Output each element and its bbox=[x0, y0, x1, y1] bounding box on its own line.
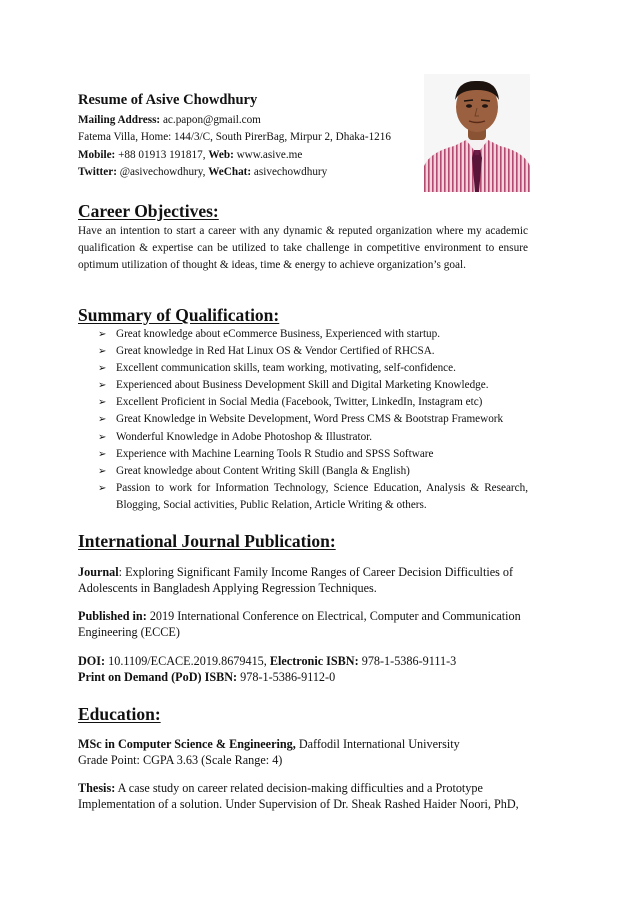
arrow-bullet-icon: ➢ bbox=[98, 465, 107, 477]
list-item: ➢ Great knowledge about eCommerce Business, Experienced with startup. bbox=[98, 326, 528, 343]
thesis-label: Thesis: bbox=[78, 781, 116, 795]
arrow-bullet-icon: ➢ bbox=[98, 431, 107, 443]
twitter-label: Twitter: bbox=[78, 165, 117, 178]
journal-text: : Exploring Significant Family Income Ranges of Career Decision Difficulties of Adolescents in Bangladesh Applying Regression Techniques. bbox=[78, 565, 514, 595]
career-objectives-heading: Career Objectives: bbox=[78, 201, 219, 221]
thesis-text: A case study on career related decision-making difficulties and a Prototype Implementation of a solution. Under Supervision of Dr. Sheak Rashed Haider Noori, PhD, bbox=[78, 781, 519, 811]
published-in-entry bbox=[78, 609, 558, 640]
email-link[interactable]: ac.papon@gmail.com bbox=[162, 114, 261, 126]
degree-label: MSc in Computer Science & Engineering, bbox=[78, 737, 296, 751]
doi-label: DOI: bbox=[78, 654, 106, 668]
mobile-web-line bbox=[78, 147, 418, 164]
degree-entry bbox=[78, 737, 558, 768]
grade-point: Grade Point: CGPA 3.63 (Scale Range: 4) bbox=[78, 752, 283, 767]
thesis-entry bbox=[78, 781, 558, 812]
qualification-list bbox=[98, 326, 528, 514]
published-text: 2019 International Conference on Electrical, Computer and Communication Engineering (ECCE) bbox=[78, 609, 521, 639]
address-line: Fatema Villa, Home: 144/3/C, South PirerBag, Mirpur 2, Dhaka-1216 bbox=[78, 131, 391, 144]
arrow-bullet-icon: ➢ bbox=[98, 482, 107, 494]
web-link[interactable]: www.asive.me bbox=[236, 148, 303, 161]
wechat-label: WeChat: bbox=[208, 165, 252, 178]
doi-entry bbox=[78, 654, 558, 685]
list-item: ➢ Great knowledge in Red Hat Linux OS & Vendor Certified of RHCSA. bbox=[98, 343, 528, 360]
education-heading: Education: bbox=[78, 704, 161, 724]
list-item: ➢ Experience with Machine Learning Tools R Studio and SPSS Software bbox=[98, 446, 528, 463]
electronic-isbn-value: 978-1-5386-9111-3 bbox=[358, 654, 457, 668]
twitter-value: @asivechowdhury, bbox=[119, 165, 206, 178]
pod-isbn-value: 978-1-5386-9112-0 bbox=[237, 669, 336, 684]
published-label: Published in: bbox=[78, 609, 147, 623]
summary-heading: Summary of Qualification: bbox=[78, 305, 280, 325]
list-item: ➢ Excellent communication skills, team working, motivating, self-confidence. bbox=[98, 360, 528, 377]
list-item: ➢ Passion to work for Information Technology, Science Education, Analysis & Research, Blogging, Social activities, Public Relation, Article Writing & others. bbox=[98, 481, 528, 511]
mailing-label: Mailing Address: bbox=[78, 114, 161, 126]
list-item: ➢ Great knowledge about Content Writing Skill (Bangla & English) bbox=[98, 463, 528, 480]
university-name: Daffodil International University bbox=[295, 737, 460, 751]
web-label: Web: bbox=[208, 148, 234, 161]
arrow-bullet-icon: ➢ bbox=[98, 329, 107, 340]
list-item: ➢ Experienced about Business Development Skill and Digital Marketing Knowledge. bbox=[98, 377, 528, 394]
resume-header bbox=[78, 92, 418, 181]
list-item: ➢ Wonderful Knowledge in Adobe Photoshop & Illustrator. bbox=[98, 429, 528, 446]
arrow-bullet-icon: ➢ bbox=[98, 380, 107, 392]
arrow-bullet-icon: ➢ bbox=[98, 448, 107, 460]
resume-title: Resume of Asive Chowdhury bbox=[78, 92, 258, 108]
arrow-bullet-icon: ➢ bbox=[98, 397, 107, 409]
mobile-value: +88 01913 191817, bbox=[118, 148, 206, 161]
doi-value: 10.1109/ECACE.2019.8679415, bbox=[105, 654, 270, 668]
wechat-value: asivechowdhury bbox=[253, 165, 328, 178]
arrow-bullet-icon: ➢ bbox=[98, 363, 107, 375]
arrow-bullet-icon: ➢ bbox=[98, 414, 107, 426]
profile-photo bbox=[424, 74, 530, 192]
mailing-address-line bbox=[78, 112, 418, 129]
publication-heading: International Journal Publication: bbox=[78, 531, 336, 551]
journal-label: Journal bbox=[78, 565, 119, 579]
mobile-label: Mobile: bbox=[78, 148, 116, 161]
career-objectives-text: Have an intention to start a career with any dynamic & reputed organization where my academic qualification & expertise can be utilized to take challenge in competitive environment to ensure optimum utilization of thought & ideas, time & energy to achieve organization’s goal. bbox=[78, 225, 528, 271]
arrow-bullet-icon: ➢ bbox=[98, 346, 107, 358]
journal-entry bbox=[78, 565, 558, 596]
social-line bbox=[78, 164, 418, 181]
pod-isbn-label: Print on Demand (PoD) ISBN: bbox=[78, 669, 238, 684]
list-item: ➢ Excellent Proficient in Social Media (Facebook, Twitter, LinkedIn, Instagram etc) bbox=[98, 394, 528, 411]
list-item: ➢ Great Knowledge in Website Development, Word Press CMS & Bootstrap Framework bbox=[98, 411, 528, 428]
electronic-isbn-label: Electronic ISBN: bbox=[269, 654, 359, 668]
